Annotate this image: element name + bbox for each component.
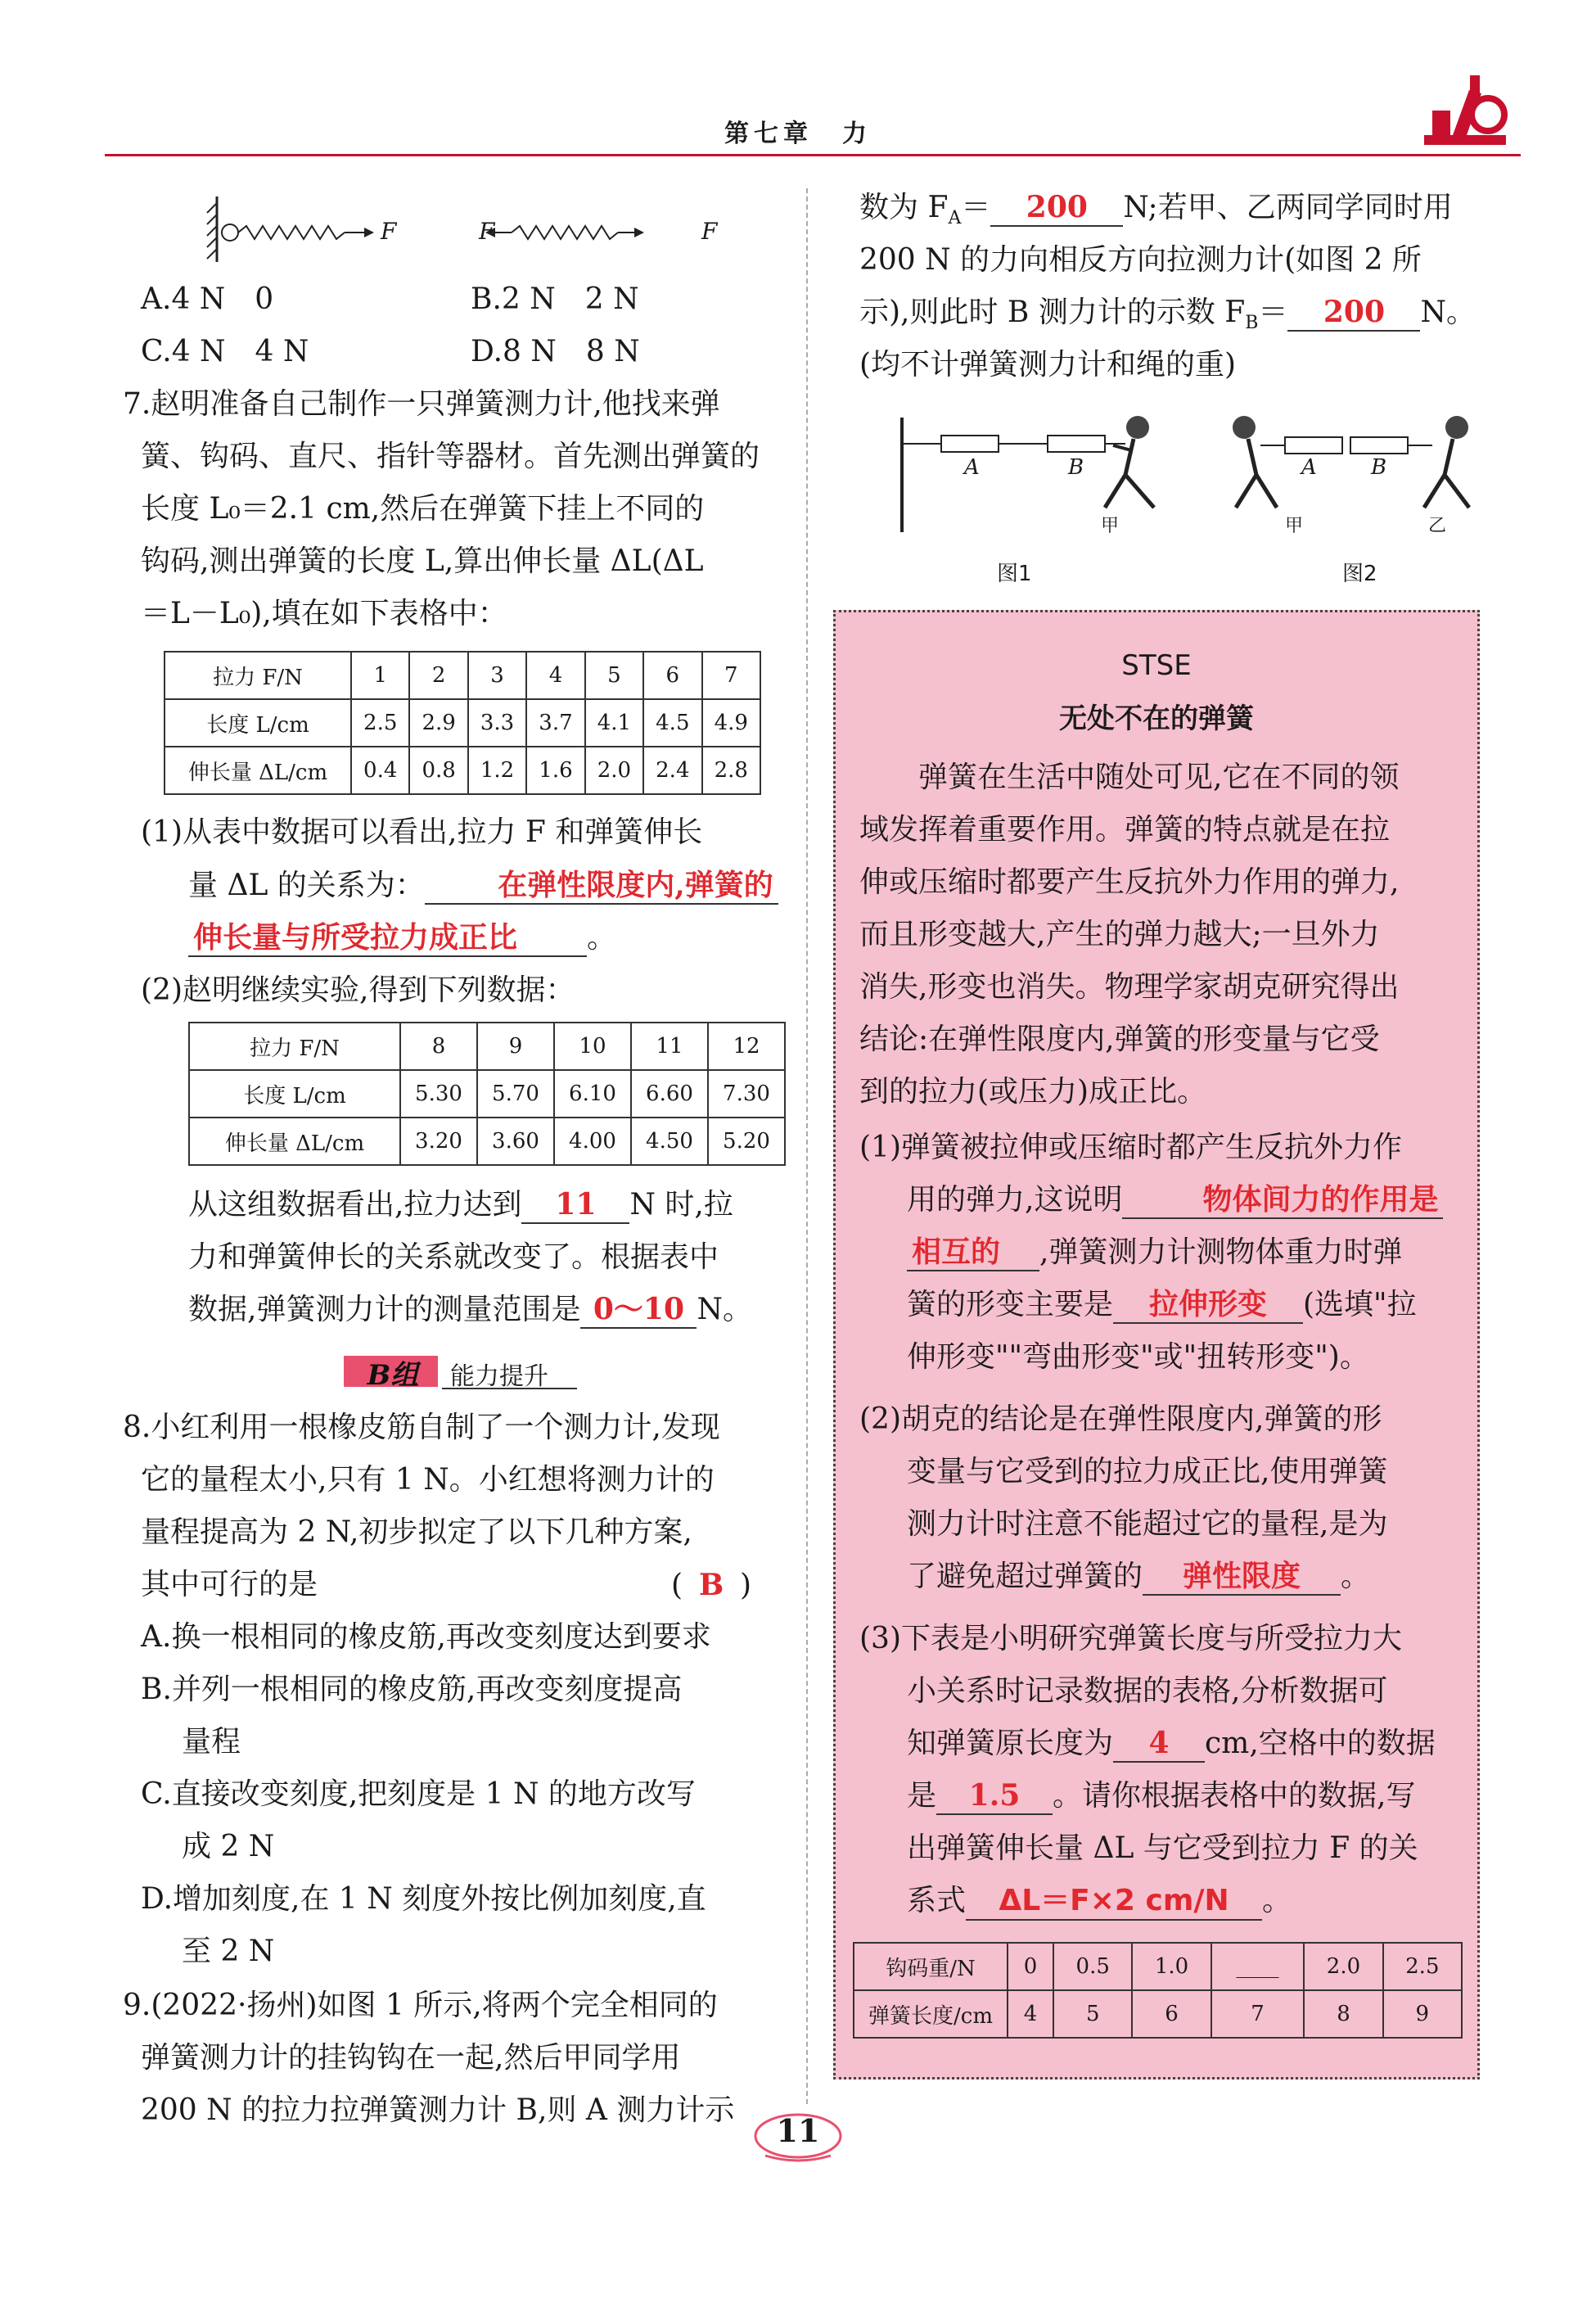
q8-option: 至 2 N: [182, 1935, 275, 1968]
table-row: [189, 1023, 785, 1070]
table-cell: 8: [1304, 1990, 1382, 2038]
fig1-label-b: B: [1068, 455, 1084, 480]
stse-q2-answer: 弹性限度: [1143, 1558, 1341, 1596]
fig1-label-jia: 甲: [1101, 516, 1120, 536]
q7-conclusion-line2: 力和弹簧伸长的关系就改变了。根据表中: [188, 1240, 719, 1274]
table-row: [165, 652, 760, 699]
q7-table-2: [188, 1022, 786, 1166]
q9-line: 弹簧测力计的挂钩钩在一起,然后甲同学用: [141, 2041, 681, 2075]
text: N。: [697, 1293, 752, 1326]
stse-q3-line6: [907, 1875, 1292, 1927]
table-cell: 长度 L/cm: [189, 1070, 400, 1118]
table-cell: 3.7: [526, 699, 584, 747]
table-cell: 伸长量 ΔL/cm: [189, 1118, 400, 1165]
q8-line: 8.小红利用一根橡皮筋自制了一个测力计,发现: [123, 1411, 720, 1444]
text: 是: [907, 1779, 937, 1813]
q7-part1-answer-1: 在弹性限度内,弹簧的: [425, 867, 778, 905]
stse-intro-line: 到的拉力(或压力)成正比。: [859, 1075, 1207, 1109]
table-cell: 9: [477, 1023, 554, 1070]
q8-option: B.并列一根相同的橡皮筋,再改变刻度提高: [141, 1673, 683, 1706]
q6-force-label-2: F: [479, 218, 495, 245]
stse-subtitle: 无处不在的弹簧: [1059, 702, 1254, 735]
table-cell: 0: [1008, 1943, 1053, 1990]
q9-right-line4: (均不计弹簧测力计和绳的重): [859, 348, 1237, 382]
stse-table: [853, 1942, 1463, 2039]
q8-answer: B: [698, 1568, 724, 1602]
table-cell: 12: [708, 1023, 785, 1070]
text: 了避免超过弹簧的: [907, 1560, 1143, 1593]
table-cell: 长度 L/cm: [165, 699, 351, 747]
table-cell: 6.10: [554, 1070, 631, 1118]
table-cell: 5: [585, 652, 643, 699]
fig2-caption: 图2: [1342, 562, 1377, 586]
table-cell: 1.2: [468, 747, 526, 794]
q9-fa-answer: 200: [990, 189, 1123, 227]
q8-option: 量程: [182, 1725, 241, 1759]
table-cell: 0.8: [409, 747, 467, 794]
q7-line: ＝L－L₀),填在如下表格中：: [141, 597, 507, 630]
table-cell: 4.9: [702, 699, 760, 747]
table-cell: 弹簧长度/cm: [854, 1990, 1008, 2038]
chapter-title: 第七章 力: [724, 120, 872, 148]
stse-q3-answer-1: 4: [1113, 1725, 1205, 1763]
text: 。: [1341, 1560, 1371, 1593]
table-cell: 4: [526, 652, 584, 699]
q7-conclusion-line3: [188, 1284, 752, 1336]
stse-q2-line2: 变量与它受到的拉力成正比,使用弹簧: [907, 1455, 1388, 1488]
q7-force-limit-answer: 11: [521, 1186, 629, 1224]
table-cell: 1: [351, 652, 409, 699]
stse-q3-answer-3: ΔL＝F×2 cm/N: [966, 1883, 1262, 1921]
table-cell: 钩码重/N: [854, 1943, 1008, 1990]
text: 示),则此时 B 测力计的示数 F: [859, 296, 1246, 329]
stse-q2-line1: (2)胡克的结论是在弹性限度内,弹簧的形: [859, 1402, 1382, 1436]
table-cell: 6: [643, 652, 701, 699]
table-cell: 4: [1008, 1990, 1053, 2038]
table-cell: 2.5: [351, 699, 409, 747]
text: 知弹簧原长度为: [907, 1727, 1114, 1760]
q7-part1-end: 。: [587, 921, 617, 955]
table-cell: 3.60: [477, 1118, 554, 1165]
table-row: [189, 1118, 785, 1165]
text: 系式: [907, 1884, 967, 1917]
q7-conclusion-line1: [188, 1179, 733, 1231]
text: 数据,弹簧测力计的测量范围是: [188, 1293, 581, 1326]
table-cell: 拉力 F/N: [165, 652, 351, 699]
stse-q1-line2: [907, 1174, 1443, 1226]
stse-q3-line5: 出弹簧伸长量 ΔL 与它受到拉力 F 的关: [907, 1831, 1418, 1865]
q7-part2-line: (2)赵明继续实验,得到下列数据：: [141, 973, 575, 1007]
stse-intro-line: 域发挥着重要作用。弹簧的特点就是在拉: [859, 813, 1391, 847]
table-cell: 2.0: [1304, 1943, 1382, 1990]
q6-option-d: D.8 N 8 N: [471, 335, 640, 368]
text: N。: [1420, 296, 1476, 329]
text: N;若甲、乙两同学同时用: [1123, 191, 1453, 224]
q7-part1-prefix: 量 ΔL 的关系为：: [188, 869, 425, 902]
table-cell: 2.9: [409, 699, 467, 747]
q8-line-last: 其中可行的是: [141, 1568, 318, 1601]
stse-q2-line3: 测力计时注意不能超过它的量程,是为: [907, 1507, 1388, 1541]
stse-intro-line: 而且形变越大,产生的弹力越大;一旦外力: [859, 918, 1380, 951]
stse-intro-line: 消失,形变也消失。物理学家胡克研究得出: [859, 970, 1400, 1004]
stse-intro-line: 弹簧在生活中随处可见,它在不同的领: [859, 761, 1400, 794]
table-cell: 2: [409, 652, 467, 699]
table-cell: 0.4: [351, 747, 409, 794]
table-cell: ____: [1211, 1943, 1305, 1990]
stse-title: STSE: [1121, 649, 1192, 682]
stse-q3-line2: 小关系时记录数据的表格,分析数据可: [907, 1674, 1388, 1708]
table-cell: 7.30: [708, 1070, 785, 1118]
table-cell: 9: [1383, 1990, 1462, 2038]
q9-figure-illustration: [892, 409, 1481, 552]
stse-q3-line4: [907, 1770, 1415, 1822]
table-cell: 10: [554, 1023, 631, 1070]
text: 用的弹力,这说明: [907, 1183, 1123, 1217]
stse-q1-answer-2: 相互的: [907, 1234, 1039, 1271]
fig2-label-b: B: [1371, 455, 1387, 480]
table-cell: 2.0: [585, 747, 643, 794]
stse-q3-line1: (3)下表是小明研究弹簧长度与所受拉力大: [859, 1622, 1402, 1655]
stse-q3-line3: [907, 1718, 1436, 1770]
table-cell: 7: [702, 652, 760, 699]
page-number: 11: [776, 2112, 820, 2149]
table-cell: 2.8: [702, 747, 760, 794]
stse-q1-line1: (1)弹簧被拉伸或压缩时都产生反抗外力作: [859, 1131, 1402, 1164]
table-cell: 5.20: [708, 1118, 785, 1165]
subscript: B: [1245, 313, 1259, 334]
fig2-label-jia: 甲: [1285, 516, 1304, 536]
text: (选填"拉: [1303, 1288, 1417, 1321]
q8-line: 它的量程太小,只有 1 N。小红想将测力计的: [141, 1463, 715, 1497]
q7-range-answer: 0～10: [580, 1291, 697, 1329]
q6-force-label-1: F: [381, 218, 397, 245]
q7-part1-line1: (1)从表中数据可以看出,拉力 F 和弹簧伸长: [141, 815, 703, 849]
text: 簧的形变主要是: [907, 1288, 1114, 1321]
table-cell: 2.4: [643, 747, 701, 794]
fig1-caption: 图1: [997, 562, 1032, 586]
q8-option: 成 2 N: [182, 1830, 275, 1863]
q7-part1-line3: [188, 912, 616, 964]
q6-option-b: B.2 N 2 N: [471, 282, 639, 316]
header-divider: [105, 154, 1521, 156]
table-row: [854, 1990, 1462, 2038]
q9-right-line2: 200 N 的力向相反方向拉测力计(如图 2 所: [859, 243, 1422, 277]
table-cell: 6.60: [631, 1070, 708, 1118]
table-row: [165, 699, 760, 747]
table-cell: 4.00: [554, 1118, 631, 1165]
text: 数为 F: [859, 191, 949, 224]
group-b-badge: B组: [367, 1359, 419, 1392]
table-cell: 2.5: [1383, 1943, 1462, 1990]
q9-line: 200 N 的拉力拉弹簧测力计 B,则 A 测力计示: [141, 2093, 735, 2127]
table-row: [854, 1943, 1462, 1990]
stse-q1-line3: [907, 1226, 1402, 1279]
q6-option-a: A.4 N 0: [141, 282, 274, 316]
q6-figure: [192, 196, 724, 282]
q7-line: 簧、钩码、直尺、指针等器材。首先测出弹簧的: [141, 440, 760, 473]
subscript: A: [948, 208, 962, 229]
stse-q1-answer-1: 物体间力的作用是: [1122, 1181, 1443, 1219]
stse-q3-answer-2: 1.5: [936, 1777, 1053, 1815]
table-cell: 3.3: [468, 699, 526, 747]
q8-answer-bracket: ( B ): [671, 1559, 751, 1612]
text: ＝: [1258, 296, 1288, 329]
table-cell: 6: [1132, 1990, 1211, 2038]
q9-fb-answer: 200: [1287, 294, 1420, 332]
fig1-label-a: A: [964, 455, 980, 480]
table-cell: 0.5: [1053, 1943, 1132, 1990]
table-cell: 伸长量 ΔL/cm: [165, 747, 351, 794]
stse-q1-line4: [907, 1279, 1417, 1331]
table-cell: 1.0: [1132, 1943, 1211, 1990]
table-cell: 8: [400, 1023, 477, 1070]
q8-line: 量程提高为 2 N,初步拟定了以下几种方案,: [141, 1515, 692, 1549]
table-cell: 7: [1211, 1990, 1305, 2038]
text: ,弹簧测力计测物体重力时弹: [1039, 1235, 1403, 1269]
stse-intro-line: 伸或压缩时都要产生反抗外力作用的弹力,: [859, 865, 1400, 899]
q7-part1-line2: [188, 860, 778, 912]
table-row: [189, 1070, 785, 1118]
table-cell: 4.5: [643, 699, 701, 747]
q7-part1-answer-2: 伸长量与所受拉力成正比: [188, 919, 587, 957]
table-cell: 1.6: [526, 747, 584, 794]
column-divider: [806, 188, 808, 2104]
q8-option: A.换一根相同的橡皮筋,再改变刻度达到要求: [141, 1620, 711, 1654]
table-cell: 11: [631, 1023, 708, 1070]
fig2-label-yi: 乙: [1428, 516, 1447, 536]
q8-option: D.增加刻度,在 1 N 刻度外按比例加刻度,直: [141, 1882, 706, 1916]
table-cell: 拉力 F/N: [189, 1023, 400, 1070]
fig2-label-a: A: [1301, 455, 1317, 480]
text: ＝: [961, 191, 991, 224]
text: 。请你根据表格中的数据,写: [1053, 1779, 1416, 1813]
table-cell: 5.70: [477, 1070, 554, 1118]
q7-table-1: [164, 651, 761, 795]
table-cell: 3: [468, 652, 526, 699]
group-b-subtitle: 能力提升: [450, 1362, 548, 1391]
q6-option-c: C.4 N 4 N: [141, 335, 309, 368]
stse-intro-line: 结论:在弹性限度内,弹簧的形变量与它受: [859, 1023, 1380, 1056]
table-row: [165, 747, 760, 794]
microscope-logo-icon: [1416, 65, 1514, 159]
table-cell: 3.20: [400, 1118, 477, 1165]
stse-q1-line5: 伸形变""弯曲形变"或"扭转形变")。: [907, 1340, 1369, 1374]
text: cm,空格中的数据: [1205, 1727, 1436, 1760]
table-cell: 4.1: [585, 699, 643, 747]
text: N 时,拉: [629, 1188, 733, 1221]
q7-line: 7.赵明准备自己制作一只弹簧测力计,他找来弹: [123, 387, 720, 421]
stse-q2-line4: [907, 1551, 1370, 1603]
q7-line: 钩码,测出弹簧的长度 L,算出伸长量 ΔL(ΔL: [141, 544, 704, 578]
q9-line: 9.(2022·扬州)如图 1 所示,将两个完全相同的: [123, 1989, 718, 2022]
text: 从这组数据看出,拉力达到: [188, 1188, 522, 1221]
table-cell: 5.30: [400, 1070, 477, 1118]
table-cell: 5: [1053, 1990, 1132, 2038]
q7-line: 长度 L₀＝2.1 cm,然后在弹簧下挂上不同的: [141, 492, 705, 526]
text: 。: [1262, 1884, 1292, 1917]
table-cell: 4.50: [631, 1118, 708, 1165]
q6-force-label-3: F: [701, 218, 718, 245]
stse-q1-answer-3: 拉伸形变: [1113, 1286, 1303, 1324]
q8-option: C.直接改变刻度,把刻度是 1 N 的地方改写: [141, 1777, 696, 1811]
